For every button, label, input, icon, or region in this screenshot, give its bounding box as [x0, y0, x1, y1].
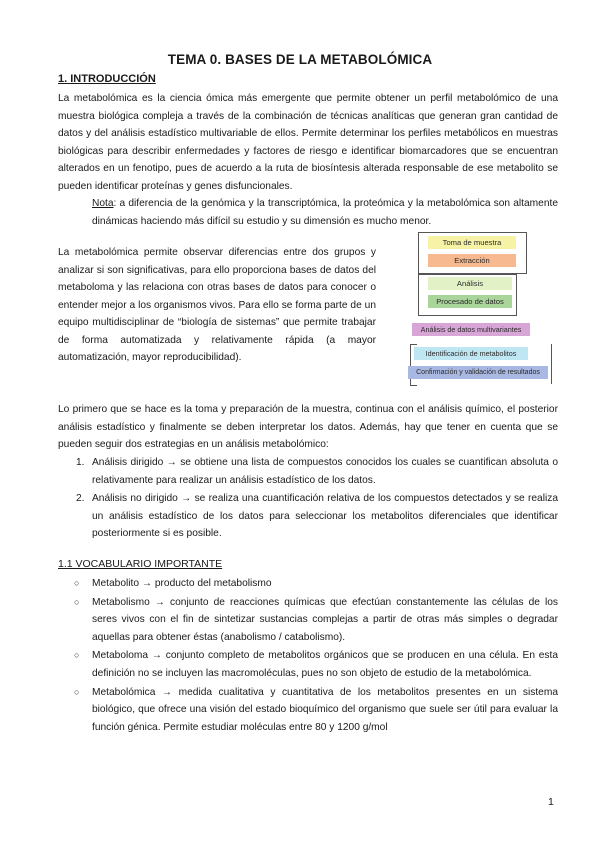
list-item-text: Metaboloma → conjunto completo de metabolitos orgánicos que se producen en una célula. En esta definición no se incluyen las macromoléculas, pues no son objeto de estudio de la metabolómica. [92, 650, 558, 679]
vocabulary-list [58, 575, 558, 737]
step-identificacion: Identificación de metabolitos [414, 347, 528, 360]
paragraph-strategies: Lo primero que se hace es la toma y preparación de la muestra, continua con el análisis químico, el posterior análisis estadístico y finalmente se deben interpretar los datos. Además, hay que tener en cuenta que se pueden seguir dos estrategias en un análisis metabolómico: [58, 404, 558, 451]
step-extraccion: Extracción [428, 254, 516, 267]
strategies-list [58, 454, 558, 544]
bullet-icon: ○ [74, 578, 80, 588]
list-item-text: Metabolómica → medida cualitativa y cuantitativa de los metabolitos presentes en un sistema biológico, que ofrece una visión del estado bioquímico del organismo que suele ser útil para evaluar la función génica. Permite estudiar moléculas entre 80 y 1200 g/mol [92, 686, 558, 733]
paragraph-intro: La metabolómica es la ciencia ómica más emergente que permite obtener un perfil metabolómico de una muestra biológica compleja a través de la combinación de técnicas analíticas que generan gran cantidad de datos y del análisis estadístico multivariable de ellos. Permite determinar los perfiles metabólicos en muestras biológicas para describir enfermedades y factores de riesgo e identificar biomarcadores que se encuentran alterados en un fenotipo, pues de acuerdo a la ruta de biosíntesis alterada responsable de ese metabolito se pueden identificar proteínas y genes disfuncionales. [58, 93, 558, 192]
step-analisis: Análisis [428, 277, 512, 290]
page-title: TEMA 0. BASES DE LA METABOLÓMICA [167, 52, 433, 67]
list-item [58, 647, 558, 682]
list-item [58, 490, 558, 543]
list-number: 2. [76, 493, 85, 505]
step-confirmacion: Confirmación y validación de resultados [408, 366, 548, 379]
list-item-text: Metabolismo → conjunto de reacciones químicas que efectúan constantemente las células de los seres vivos con el fin de sintetizar sustancias complejas a partir de otras más simples o degradar aquellas para obtener éstas (anabolismo / catabolismo). [92, 596, 558, 643]
bullet-icon: ○ [74, 650, 80, 661]
group-bracket [418, 232, 425, 274]
group-bracket [551, 344, 552, 384]
bullet-icon: ○ [74, 686, 80, 697]
list-item-text: Metabolito → producto del metabolismo [92, 578, 272, 589]
list-item-text: Análisis dirigido → se obtiene una lista de compuestos conocidos los cuales se cuantifican absoluta o relativamente para realizar un análisis estadístico de los datos. [92, 457, 558, 486]
bullet-icon: ○ [74, 596, 80, 607]
list-item [58, 594, 558, 647]
group-bracket [418, 274, 425, 316]
note-paragraph [92, 195, 558, 230]
step-procesado-de-datos: Procesado de datos [428, 295, 512, 308]
workflow-diagram [410, 230, 560, 390]
section-heading-vocabulario: 1.1 VOCABULARIO IMPORTANTE [58, 558, 223, 570]
list-item [58, 684, 558, 737]
note-label: Nota [92, 198, 114, 209]
step-toma-de-muestra: Toma de muestra [428, 236, 516, 249]
paragraph-groups: La metabolómica permite observar diferencias entre dos grupos y analizar si son significativas, para ello proporciona bases de datos del metaboloma y las relaciona con otras bases de datos para conocer o entender mejor a los organismos vivos. Para ello se forma parte de un equipo multidisciplinar de “biología de sistemas” que permite trabajar de forma automatizada y relativamente rápida (a mayor automatización, mayor reproducibilidad). [58, 247, 376, 363]
section-heading-introduccion: 1. INTRODUCCIÓN [58, 73, 156, 85]
note-text: : a diferencia de la genómica y la transcriptómica, la proteómica y la metabolómica son altamente dinámicas haciendo más difícil su estudio y su dimensión es mucho menor. [92, 198, 558, 227]
list-item [58, 575, 558, 593]
list-item-text: Análisis no dirigido → se realiza una cuantificación relativa de los compuestos detectados y se realiza un análisis estadístico de los datos para seleccionar los metabolitos diferenciales que identificar posteriormente si es posible. [92, 493, 558, 540]
list-item [58, 454, 558, 489]
step-analisis-multivariante: Análisis de datos multivariantes [412, 323, 530, 336]
page-number: 1 [548, 796, 554, 808]
list-number: 1. [76, 457, 85, 468]
